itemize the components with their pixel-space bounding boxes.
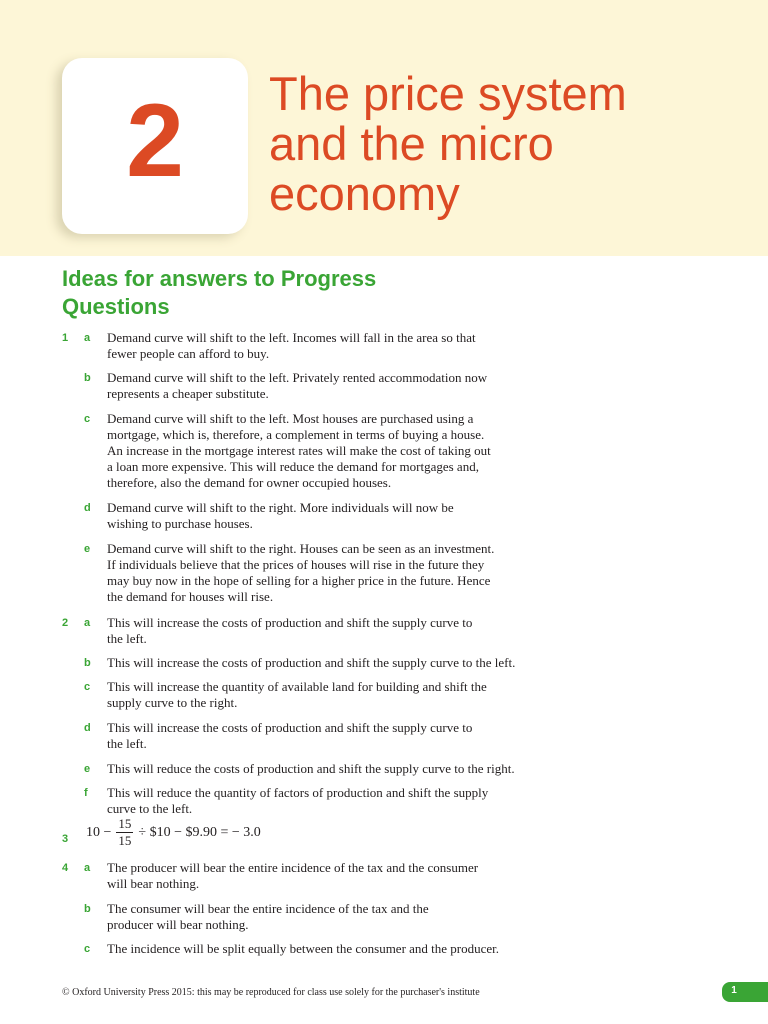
answer-line: This will reduce the quantity of factors of production and shift the supply <box>107 785 489 800</box>
answer-line: wishing to purchase houses. <box>107 516 253 531</box>
question-letter: f <box>84 787 88 799</box>
chapter-number-box <box>62 58 248 234</box>
question-number: 1 <box>62 332 69 344</box>
answer-text <box>107 679 547 711</box>
answer-line: This will increase the quantity of available land for building and shift the <box>107 679 487 694</box>
question-letter: b <box>84 372 91 384</box>
answer-line: The incidence will be split equally between the consumer and the producer. <box>107 941 500 956</box>
page-number: 1 <box>731 985 737 996</box>
answer-line: An increase in the mortgage interest rates will make the cost of taking out <box>107 443 491 458</box>
answer-line: producer will bear nothing. <box>107 917 249 932</box>
answer-text <box>107 901 547 933</box>
answer-line: Demand curve will shift to the right. More individuals will now be <box>107 500 454 515</box>
answer-text <box>107 941 547 957</box>
question-letter: d <box>84 502 91 514</box>
answer-line: The producer will bear the entire incidence of the tax and the consumer <box>107 860 479 875</box>
answer-text <box>107 500 547 532</box>
chapter-title-line: economy <box>269 167 460 220</box>
chapter-number: 2 <box>126 83 184 199</box>
answer-text <box>107 411 547 491</box>
section-heading-line: Questions <box>62 294 170 319</box>
answer-line: Demand curve will shift to the left. Incomes will fall in the area so that <box>107 330 476 345</box>
chapter-title-line: and the micro <box>269 117 554 170</box>
chapter-title <box>269 69 739 219</box>
answer-line: the left. <box>107 736 147 751</box>
formula-lead: 10 − <box>86 824 112 840</box>
answer-line: supply curve to the right. <box>107 695 238 710</box>
answer-text <box>107 655 547 671</box>
answer-line: This will increase the costs of production and shift the supply curve to <box>107 720 473 735</box>
question-number: 2 <box>62 617 69 629</box>
answer-line: a loan more expensive. This will reduce the demand for mortgages and, <box>107 459 479 474</box>
question-letter: e <box>84 543 91 555</box>
answer-line: This will reduce the costs of production and shift the supply curve to the right. <box>107 761 515 776</box>
chapter-title-line: The price system <box>269 67 627 120</box>
answer-line: curve to the left. <box>107 801 193 816</box>
copyright-footer: © Oxford University Press 2015: this may be reproduced for class use solely for the purchaser's institute <box>62 987 480 998</box>
formula-rest: ÷ $10 − $9.90 = − 3.0 <box>138 824 261 840</box>
question-letter: e <box>84 763 91 775</box>
chapter-banner <box>0 0 768 256</box>
page-number-tab <box>722 982 768 1002</box>
question-letter: b <box>84 657 91 669</box>
question-letter: d <box>84 722 91 734</box>
fraction-denominator: 15 <box>118 833 132 848</box>
section-heading <box>62 265 376 321</box>
formula-fraction <box>116 816 133 849</box>
answer-text <box>107 370 547 402</box>
question-letter: a <box>84 862 91 874</box>
answer-line: therefore, also the demand for owner occupied houses. <box>107 475 392 490</box>
question-letter: c <box>84 681 91 693</box>
question-letter: b <box>84 903 91 915</box>
answer-line: the demand for houses will rise. <box>107 589 274 604</box>
answer-line: fewer people can afford to buy. <box>107 346 270 361</box>
question-number: 4 <box>62 862 69 874</box>
answer-line: If individuals believe that the prices of houses will rise in the future they <box>107 557 485 572</box>
answer-line: Demand curve will shift to the left. Most houses are purchased using a <box>107 411 474 426</box>
answer-line: The consumer will bear the entire incidence of the tax and the <box>107 901 429 916</box>
answer-text <box>107 615 547 647</box>
question-letter: a <box>84 617 91 629</box>
answer-text <box>107 761 547 777</box>
answer-text <box>107 860 547 892</box>
answer-line: may buy now in the hope of selling for a higher price in the future. Hence <box>107 573 491 588</box>
question-letter: c <box>84 943 91 955</box>
question-number: 3 <box>62 833 69 845</box>
answer-line: This will increase the costs of production and shift the supply curve to <box>107 615 473 630</box>
answer-text <box>107 541 547 605</box>
answer-text <box>107 330 547 362</box>
answer-line: will bear nothing. <box>107 876 200 891</box>
answer-line: Demand curve will shift to the right. Houses can be seen as an investment. <box>107 541 495 556</box>
question-letter: a <box>84 332 91 344</box>
answer-line: This will increase the costs of production and shift the supply curve to the left. <box>107 655 516 670</box>
answer-text <box>107 785 547 817</box>
answer-formula <box>86 816 261 849</box>
answer-line: the left. <box>107 631 147 646</box>
answer-text <box>107 720 547 752</box>
section-heading-line: Ideas for answers to Progress <box>62 266 377 291</box>
question-letter: c <box>84 413 91 425</box>
fraction-numerator: 15 <box>118 816 132 831</box>
answer-line: mortgage, which is, therefore, a complement in terms of buying a house. <box>107 427 485 442</box>
answer-line: Demand curve will shift to the left. Privately rented accommodation now <box>107 370 488 385</box>
answer-line: represents a cheaper substitute. <box>107 386 269 401</box>
